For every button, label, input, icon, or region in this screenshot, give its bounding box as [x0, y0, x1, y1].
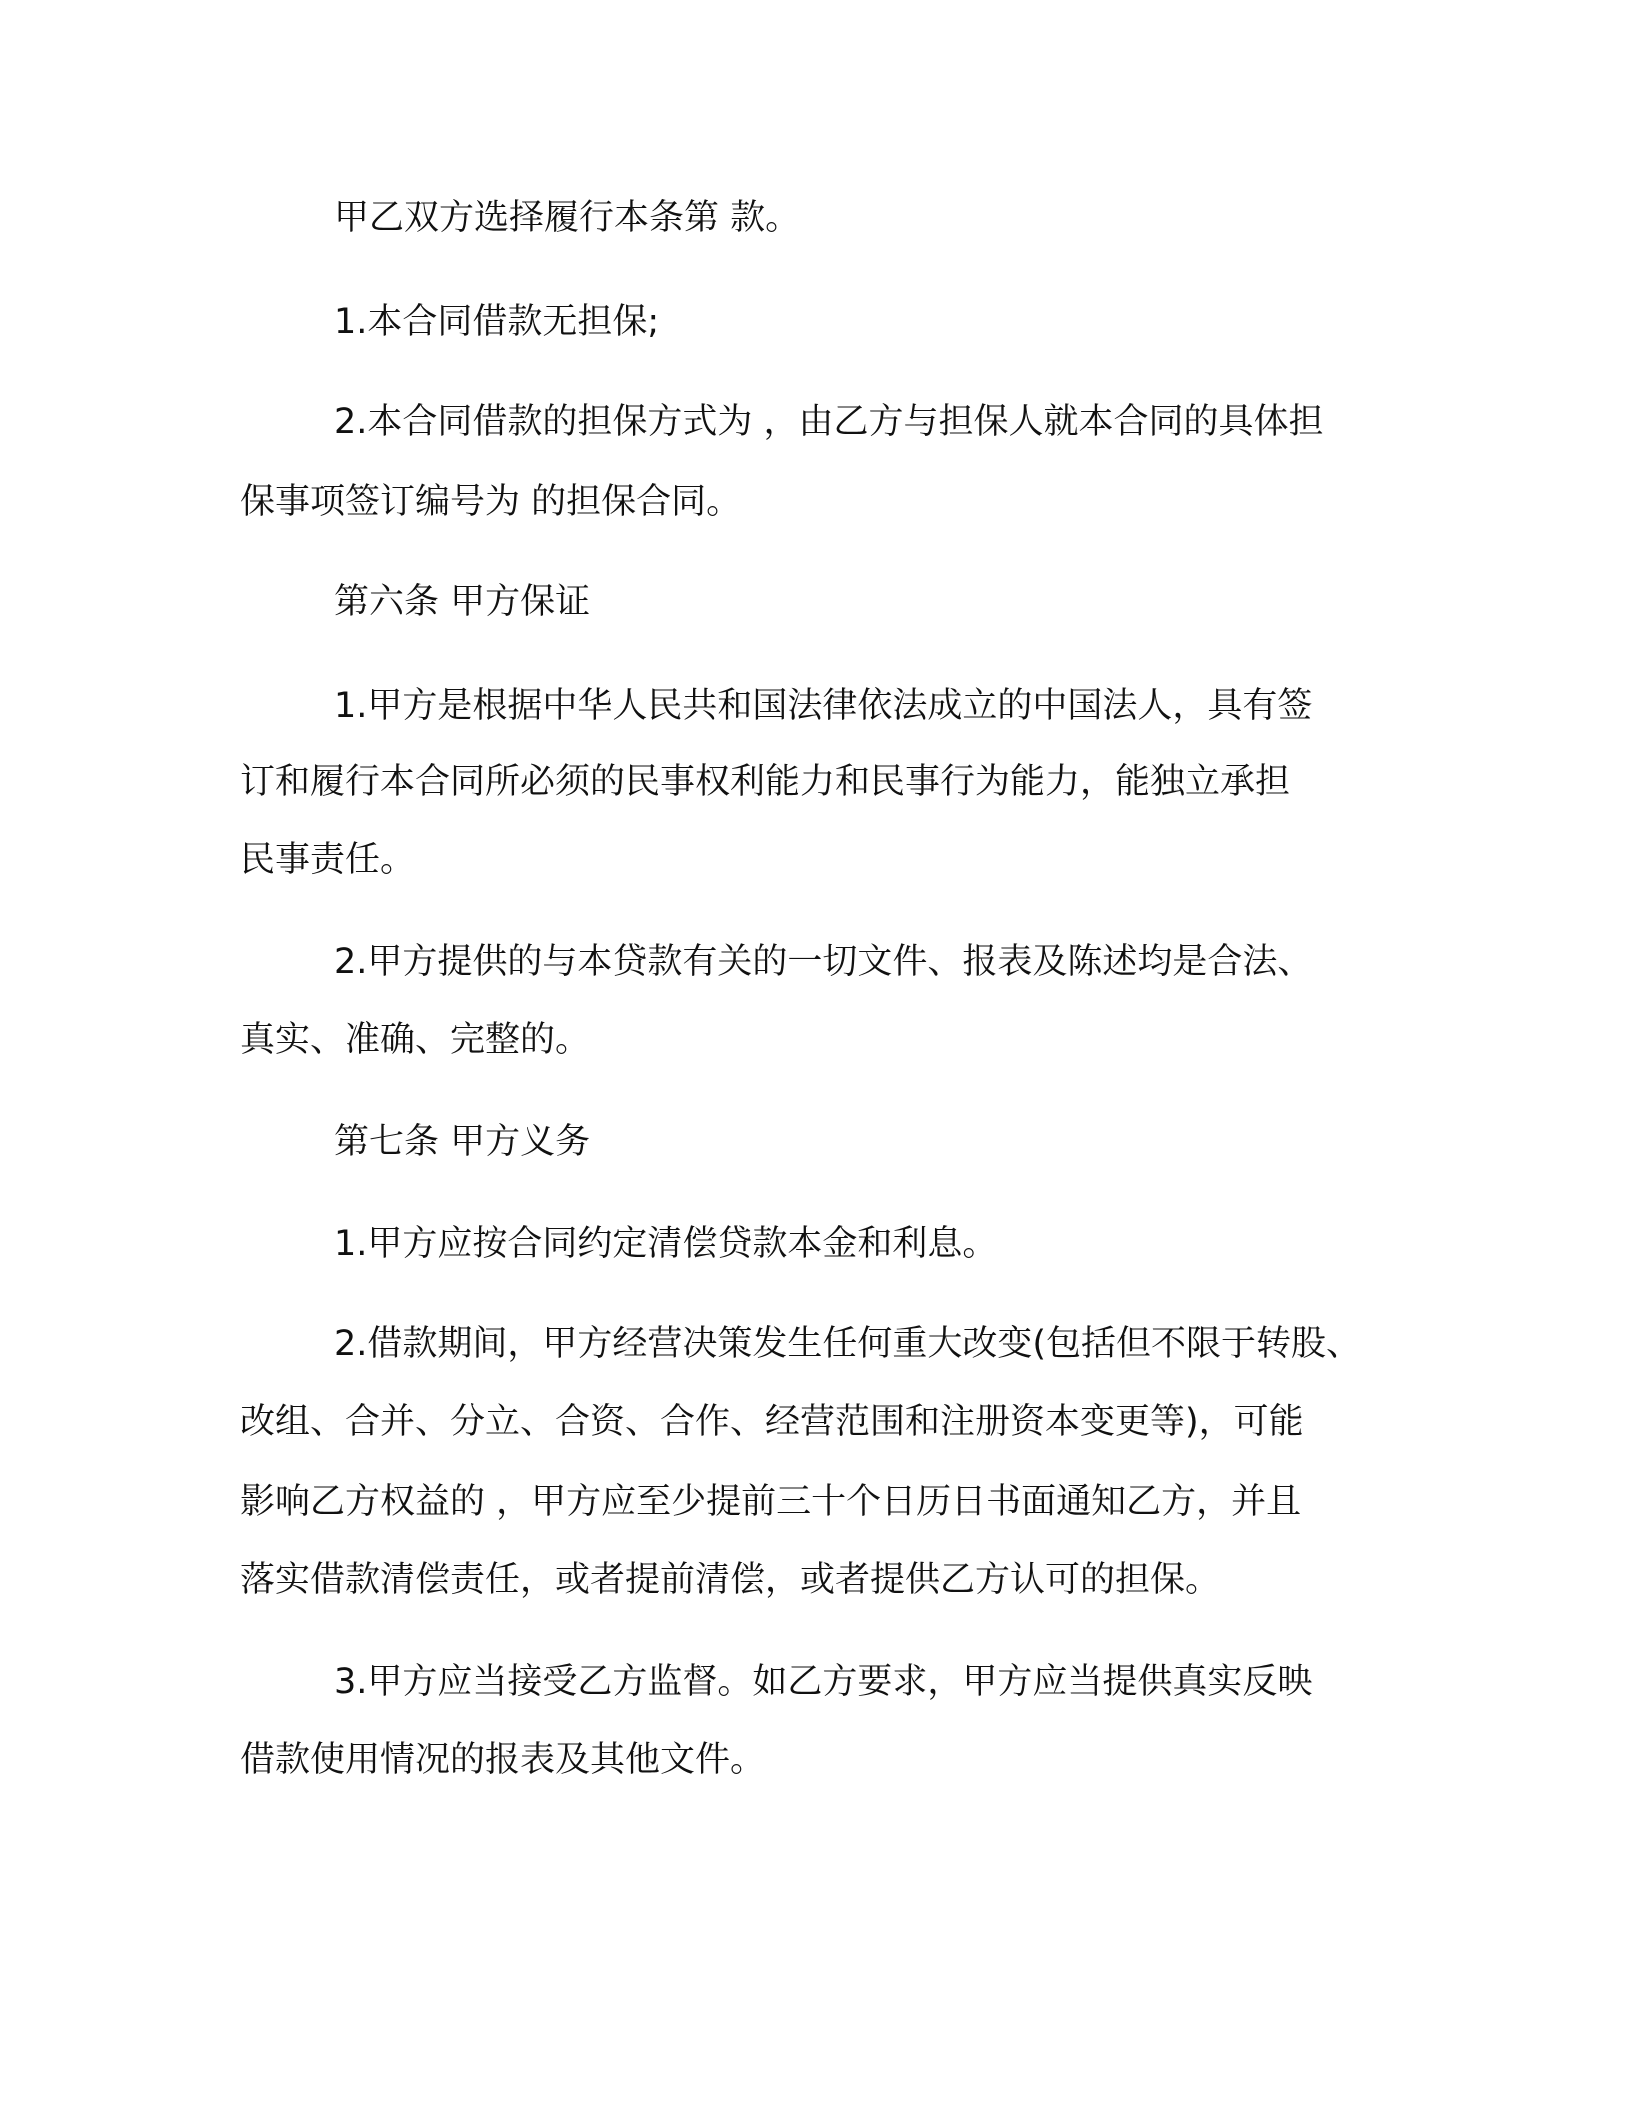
article-6-heading: 第六条 甲方保证 [334, 582, 591, 622]
article-7-item-2-line-2: 改组、合并、分立、合资、合作、经营范围和注册资本变更等)，可能 [240, 1402, 1304, 1442]
clause-selection-line: 甲乙双方选择履行本条第 款。 [334, 198, 801, 238]
article-7-item-3-line-2: 借款使用情况的报表及其他文件。 [240, 1740, 766, 1780]
article-6-item-2-line-1: 2.甲方提供的与本贷款有关的一切文件、报表及陈述均是合法、 [334, 942, 1313, 982]
article-6-item-1-line-2: 订和履行本合同所必须的民事权利能力和民事行为能力，能独立承担 [240, 762, 1291, 802]
article-6-item-2-line-2: 真实、准确、完整的。 [240, 1020, 591, 1060]
guarantee-item-2-line-1: 2.本合同借款的担保方式为 ，由乙方与担保人就本合同的具体担 [334, 402, 1324, 442]
article-7-item-2-line-3: 影响乙方权益的 ，甲方应至少提前三十个日历日书面通知乙方，并且 [240, 1482, 1302, 1522]
article-7-item-1: 1.甲方应按合同约定清偿贷款本金和利息。 [334, 1224, 998, 1264]
guarantee-item-1: 1.本合同借款无担保; [334, 302, 660, 342]
article-7-item-2-line-4: 落实借款清偿责任，或者提前清偿，或者提供乙方认可的担保。 [240, 1560, 1221, 1600]
article-7-item-2-line-1: 2.借款期间，甲方经营决策发生任何重大改变(包括但不限于转股、 [334, 1324, 1362, 1364]
guarantee-item-2-line-2: 保事项签订编号为 的担保合同。 [240, 482, 742, 522]
article-7-heading: 第七条 甲方义务 [334, 1122, 591, 1162]
article-6-item-1-line-1: 1.甲方是根据中华人民共和国法律依法成立的中国法人，具有签 [334, 686, 1313, 726]
article-6-item-1-line-3: 民事责任。 [240, 840, 416, 880]
article-7-item-3-line-1: 3.甲方应当接受乙方监督。如乙方要求，甲方应当提供真实反映 [334, 1662, 1313, 1702]
